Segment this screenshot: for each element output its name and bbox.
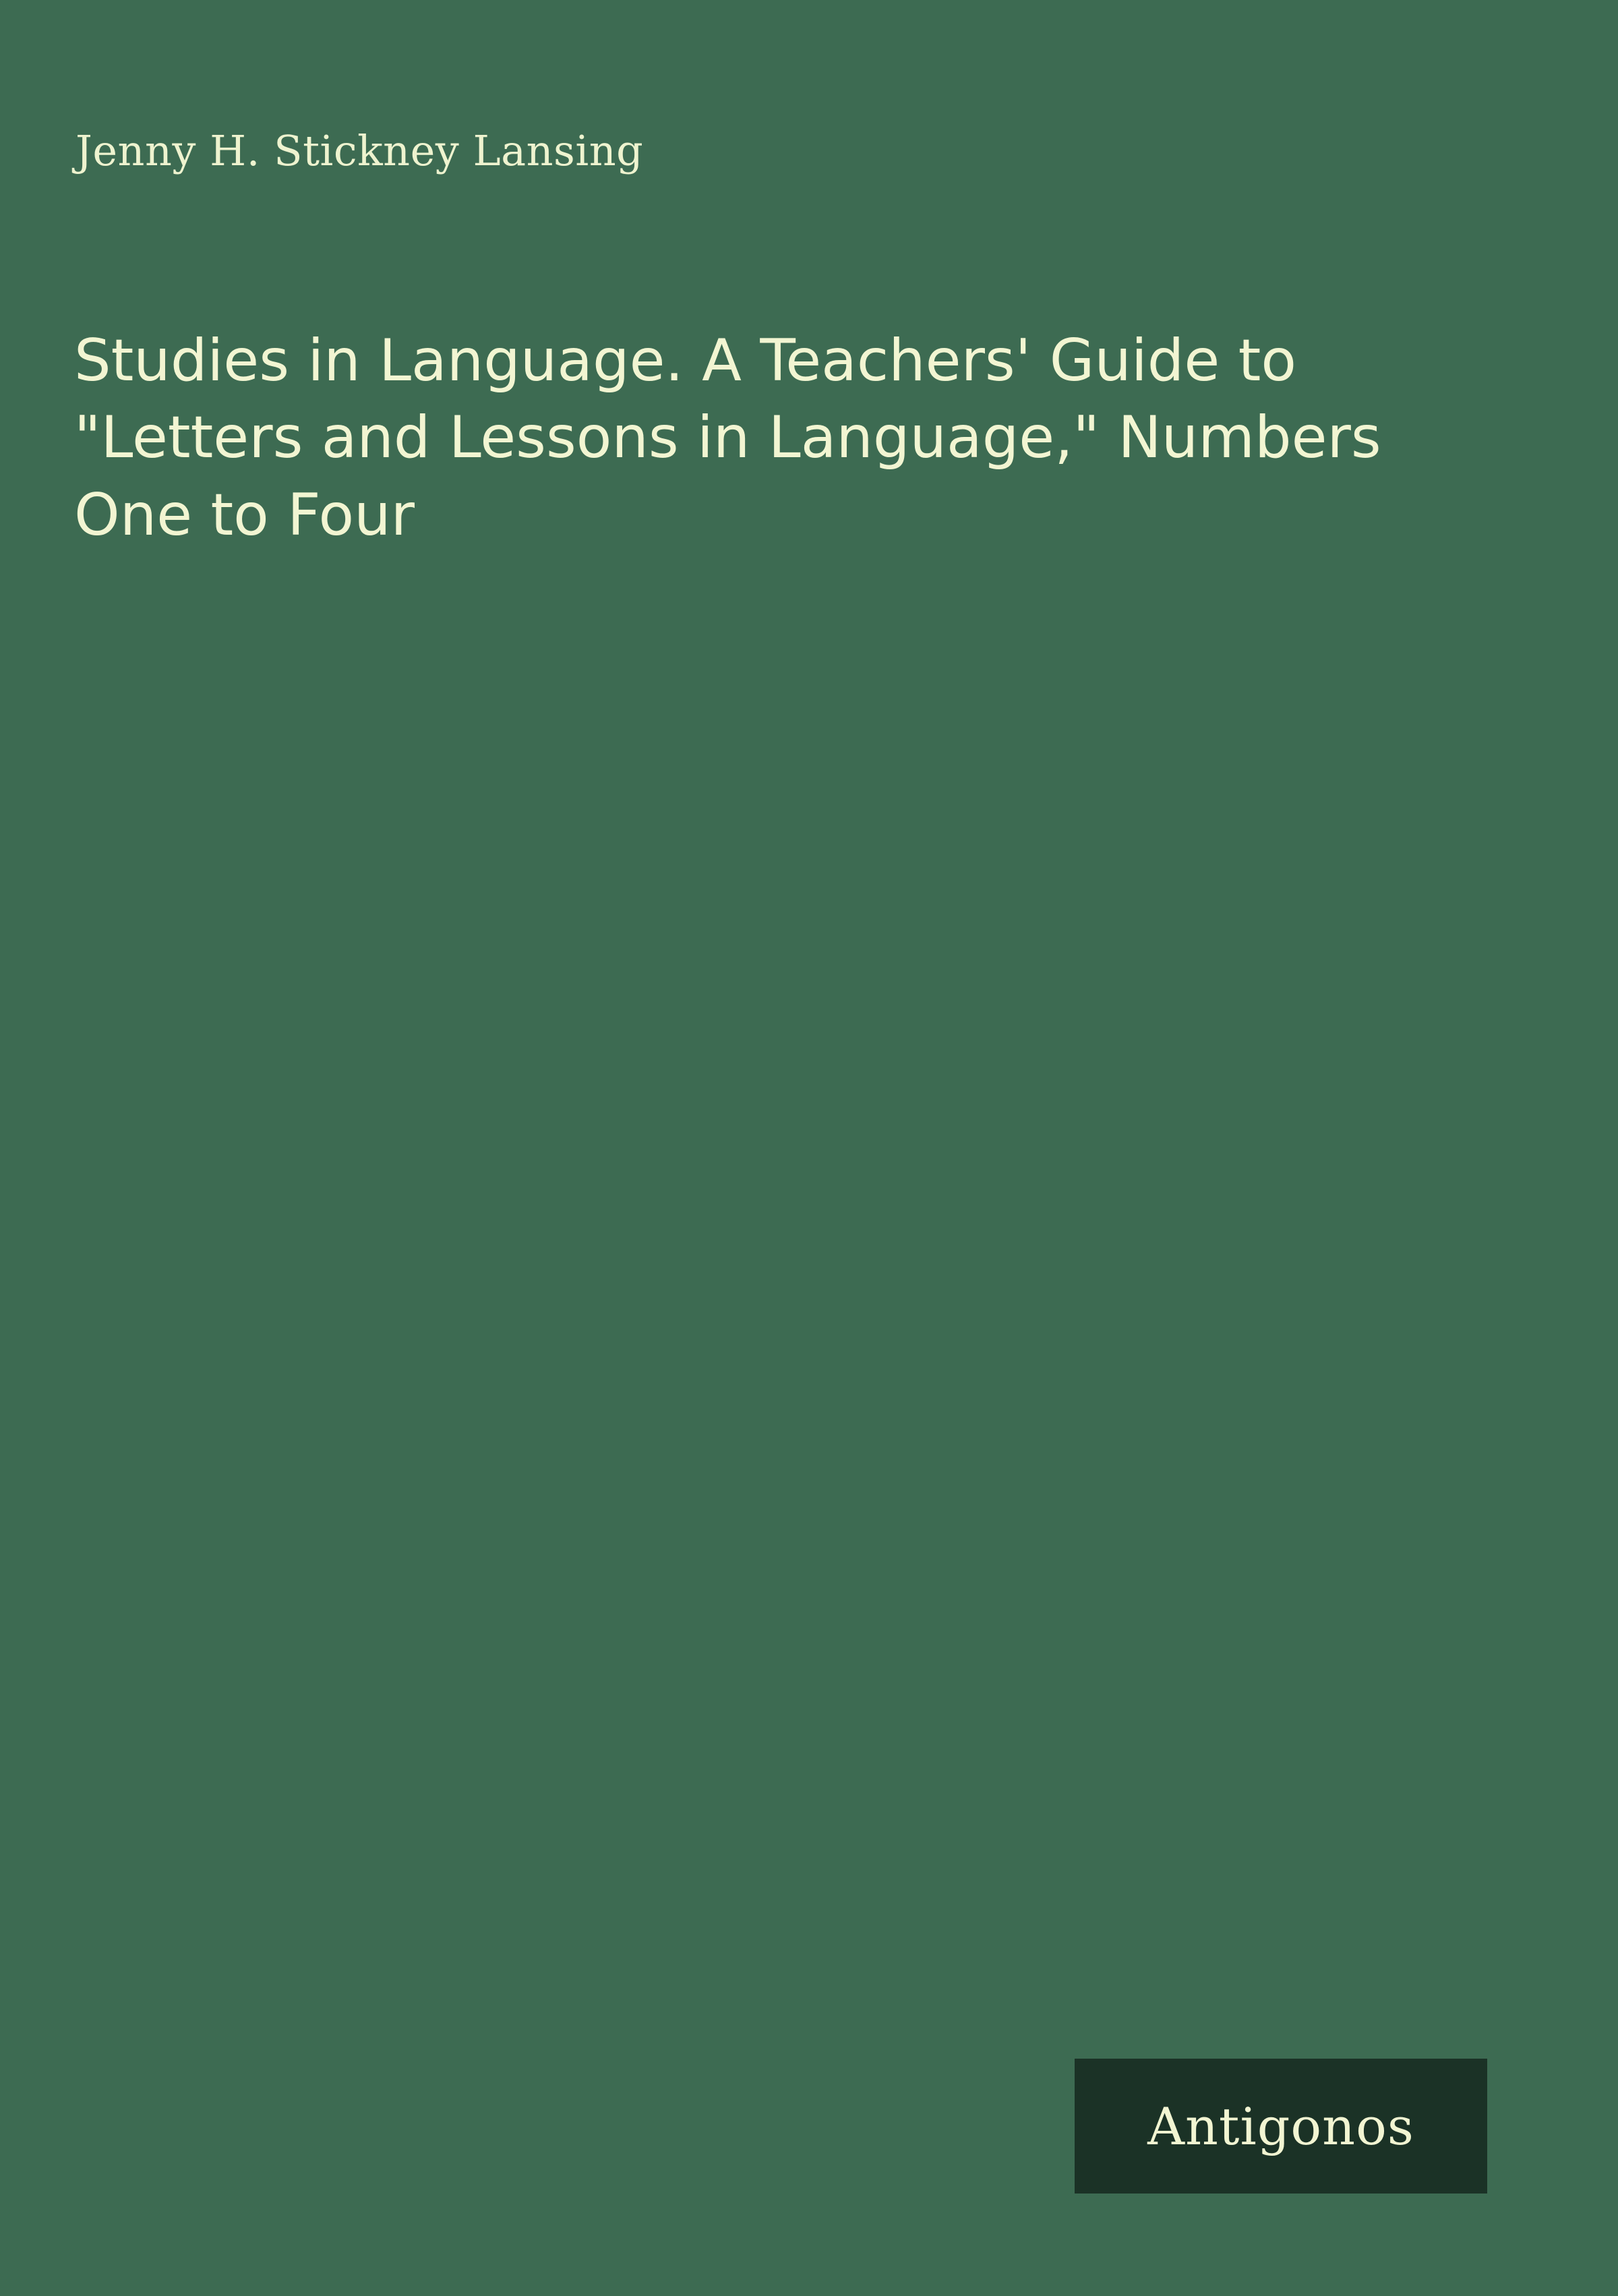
book-title: Studies in Language. A Teachers' Guide to "Letters and Lessons in Language," Numbers One to Four (74, 327, 1381, 549)
publisher-badge (1075, 2059, 1487, 2194)
publisher-name: Antigonos (1147, 2096, 1414, 2156)
author-name: Jenny H. Stickney Lansing (76, 126, 644, 175)
